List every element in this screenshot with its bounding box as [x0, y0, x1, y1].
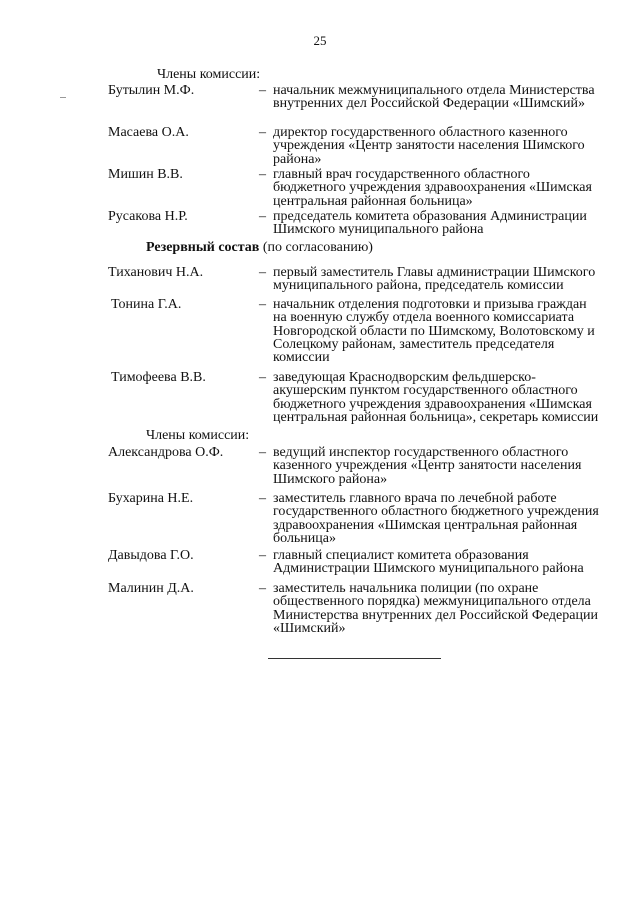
dash: – [259, 491, 266, 506]
member-name: Тонина Г.А. [111, 297, 182, 312]
dash: – [259, 445, 266, 460]
member-role: заместитель начальника полиции (по охране общественного порядка) межмуниципального отдела Министерства внутренних дел Российской Федерации «Шимский» [273, 581, 598, 636]
member-name: Масаева О.А. [108, 125, 189, 140]
dash: – [259, 125, 266, 140]
member-role: председатель комитета образования Администрации Шимского муниципального района [273, 209, 587, 238]
member-name: Бухарина Н.Е. [108, 491, 194, 506]
member-name: Давыдова Г.О. [108, 548, 194, 563]
dash: – [259, 548, 266, 563]
member-name: Русакова Н.Р. [108, 209, 188, 224]
reserve-heading [146, 240, 373, 255]
member-role: заведующая Краснодворским фельдшерско-акушерским пунктом государственного областного бюджетного учреждения здравоохранения «Шимская центральная районная больница», секретарь комиссии [273, 370, 599, 425]
dash: – [259, 83, 266, 98]
page-number: 25 [313, 33, 327, 48]
member-role: начальник межмуниципального отдела Министерства внутренних дел Российской Федерации «Шимский» [273, 83, 595, 112]
reserve-heading-note: (по согласованию) [259, 240, 373, 255]
member-role: главный специалист комитета образования Администрации Шимского муниципального района [273, 548, 584, 577]
dash: – [259, 265, 266, 280]
member-name: Тиханович Н.А. [108, 265, 204, 280]
margin-mark [60, 97, 66, 98]
member-role: начальник отделения подготовки и призыва граждан на военную службу отдела военного комиссариата Новгородской области по Шимскому, Волотовскому и Солецкому районам, заместитель председателя комиссии [273, 297, 595, 366]
member-role: директор государственного областного казенного учреждения «Центр занятости населения Шимского района» [273, 125, 585, 167]
dash: – [259, 297, 266, 312]
members-label-main: Члены комиссии: [157, 67, 261, 82]
member-name: Бутылин М.Ф. [108, 83, 195, 98]
dash: – [259, 209, 266, 224]
closing-rule [268, 658, 441, 659]
reserve-heading-bold: Резервный состав [146, 240, 260, 255]
member-role: главный врач государственного областного бюджетного учреждения здравоохранения «Шимская центральная районная больница» [273, 167, 592, 209]
member-name: Малинин Д.А. [108, 581, 194, 596]
members-label-reserve: Члены комиссии: [146, 428, 250, 443]
dash: – [259, 167, 266, 182]
dash: – [259, 370, 266, 385]
member-role: заместитель главного врача по лечебной работе государственного областного бюджетного учреждения здравоохранения «Шимская центральная районная больница» [273, 491, 599, 546]
member-name: Мишин В.В. [108, 167, 183, 182]
dash: – [259, 581, 266, 596]
member-role: первый заместитель Главы администрации Шимского муниципального района, председатель комиссии [273, 265, 596, 294]
member-name: Тимофеева В.В. [111, 370, 206, 385]
member-role: ведущий инспектор государственного областного казенного учреждения «Центр занятости населения Шимского района» [273, 445, 582, 487]
member-name: Александрова О.Ф. [108, 445, 224, 460]
